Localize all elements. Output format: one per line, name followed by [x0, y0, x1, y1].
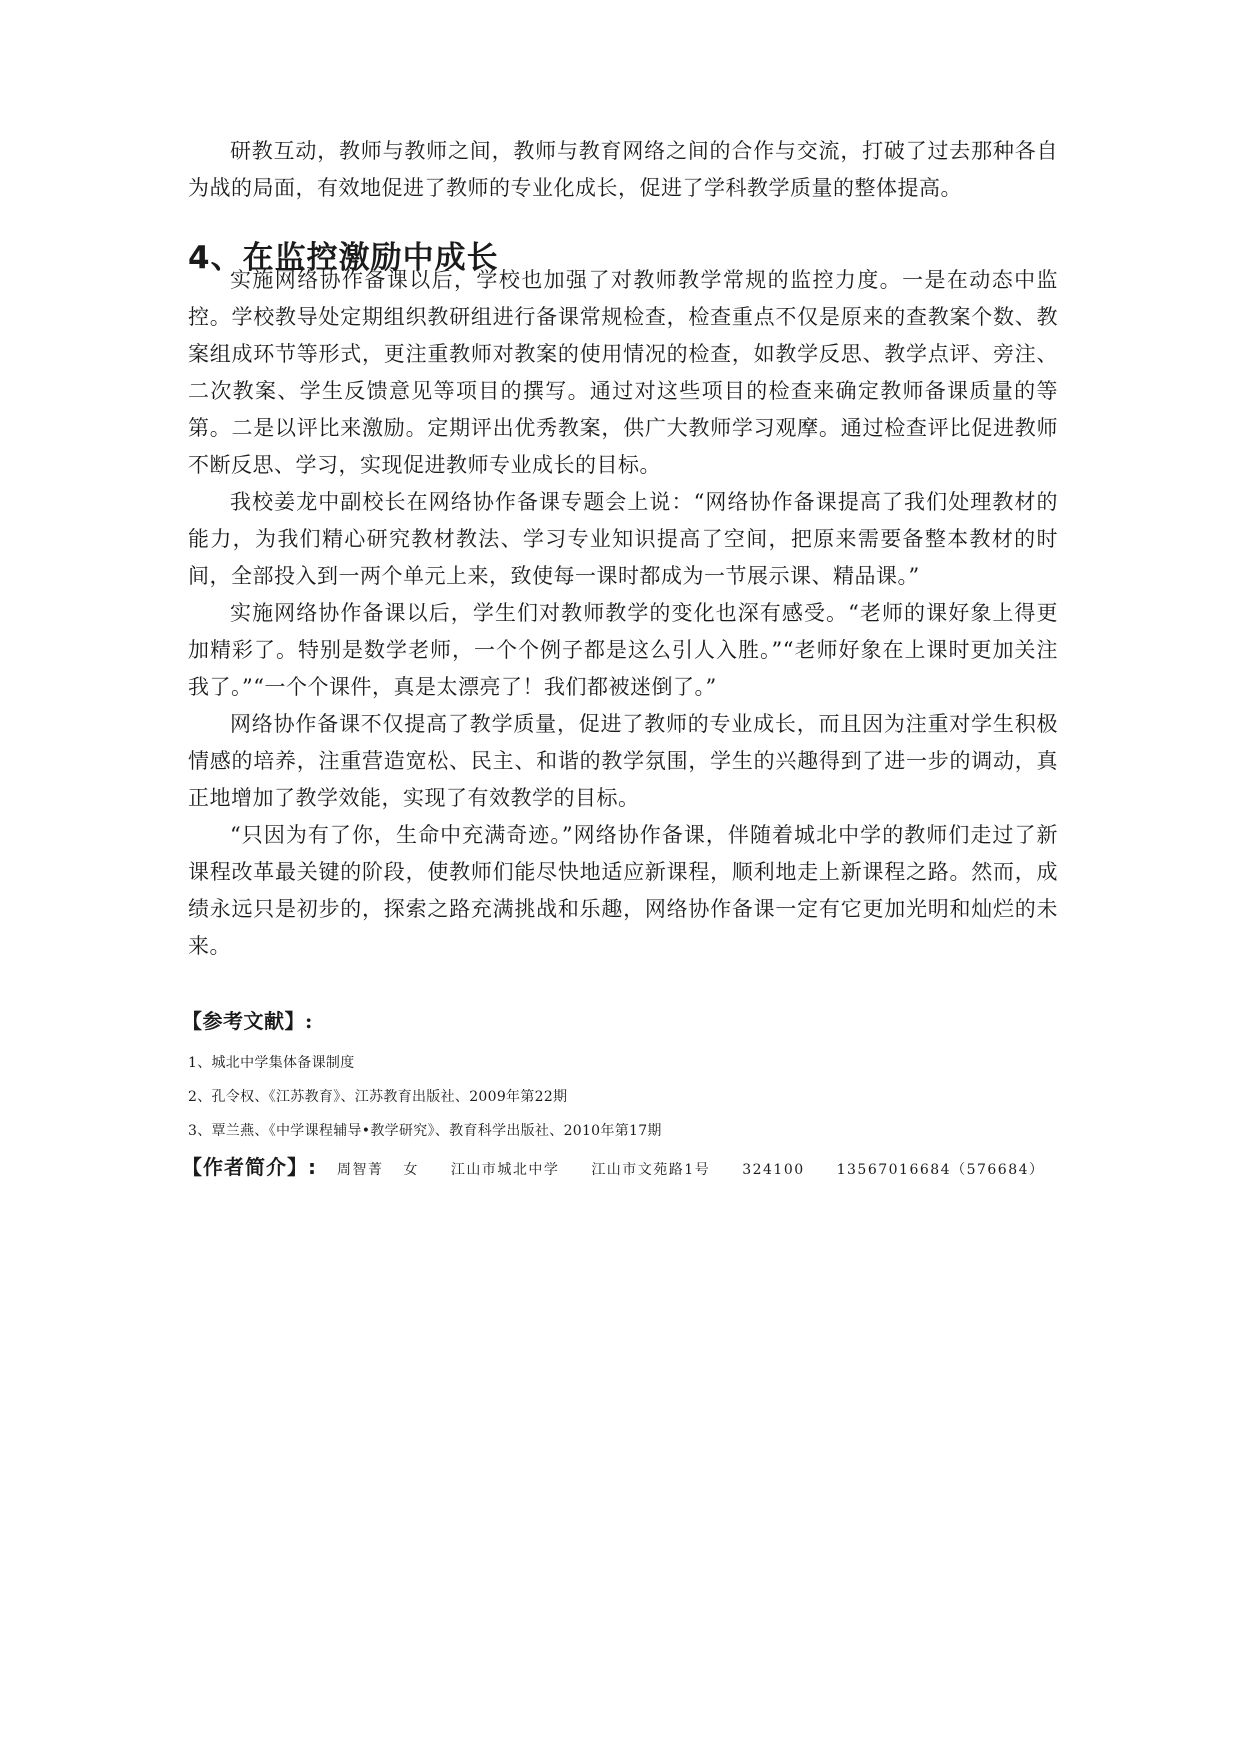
- references-list: [188, 1046, 662, 1148]
- body-paragraph-teaching-quality: 网络协作备课不仅提高了教学质量，促进了教师的专业成长，而且因为注重对学生积极情感的培养，注重营造宽松、民主、和谐的教学氛围，学生的兴趣得到了进一步的调动，真正地增加了教学效能，实现了有效教学的目标。: [188, 712, 1058, 810]
- author-name: 周智菁: [336, 1162, 384, 1178]
- continuation-paragraph: 研教互动，教师与教师之间，教师与教育网络之间的合作与交流，打破了过去那种各自为战的局面，有效地促进了教师的专业化成长，促进了学科教学质量的整体提高。: [188, 139, 1058, 200]
- reference-item: 1、城北中学集体备课制度: [188, 1055, 355, 1071]
- author-profile-label: 【作者简介】:: [182, 1155, 317, 1179]
- body-paragraph-student-feedback: 实施网络协作备课以后，学生们对教师教学的变化也深有感受。“老师的课好象上得更加精彩了。特别是数学老师，一个个例子都是这么引人入胜。”“老师好象在上课时更加关注我了。”“一个个课件，真是太漂亮了！我们都被迷倒了。”: [188, 601, 1058, 699]
- reference-item: 2、孔令权、《江苏教育》、江苏教育出版社、2009年第22期: [188, 1089, 568, 1105]
- body-paragraph-vice-principal-quote: 我校姜龙中副校长在网络协作备课专题会上说：“网络协作备课提高了我们处理教材的能力，为我们精心研究教材教法、学习专业知识提高了空间，把原来需要备整本教材的时间，全部投入到一两个单元上来，致使每一课时都成为一节展示课、精品课。”: [188, 490, 1058, 588]
- author-address: 江山市文苑路1号: [591, 1162, 711, 1178]
- author-phone: 13567016684（576684）: [836, 1162, 1045, 1178]
- section-heading: 4、在监控激励中成长: [188, 240, 499, 276]
- author-gender: 女: [403, 1162, 419, 1178]
- section-body: [188, 262, 1058, 965]
- body-paragraph-monitoring: 实施网络协作备课以后，学校也加强了对教师教学常规的监控力度。一是在动态中监控。学校教导处定期组织教研组进行备课常规检查，检查重点不仅是原来的查教案个数、教案组成环节等形式，更注重教师对教案的使用情况的检查，如教学反思、教学点评、旁注、二次教案、学生反馈意见等项目的撰写。通过对这些项目的检查来确定教师备课质量的等第。二是以评比来激励。定期评出优秀教案，供广大教师学习观摩。通过检查评比促进教师不断反思、学习，实现促进教师专业成长的目标。: [188, 268, 1058, 477]
- body-paragraph-conclusion: “只因为有了你，生命中充满奇迹。”网络协作备课，伴随着城北中学的教师们走过了新课程改革最关键的阶段，使教师们能尽快地适应新课程，顺利地走上新课程之路。然而，成绩永远只是初步的，探索之路充满挑战和乐趣，网络协作备课一定有它更加光明和灿烂的未来。: [188, 823, 1058, 958]
- author-school: 江山市城北中学: [450, 1162, 560, 1178]
- reference-item: 3、覃兰燕、《中学课程辅导•教学研究》、教育科学出版社、2010年第17期: [188, 1123, 662, 1139]
- author-postcode: 324100: [742, 1162, 805, 1178]
- author-profile: [182, 1152, 1045, 1185]
- continuation-block: [188, 133, 1058, 207]
- references-title: 【参考文献】:: [182, 1009, 313, 1033]
